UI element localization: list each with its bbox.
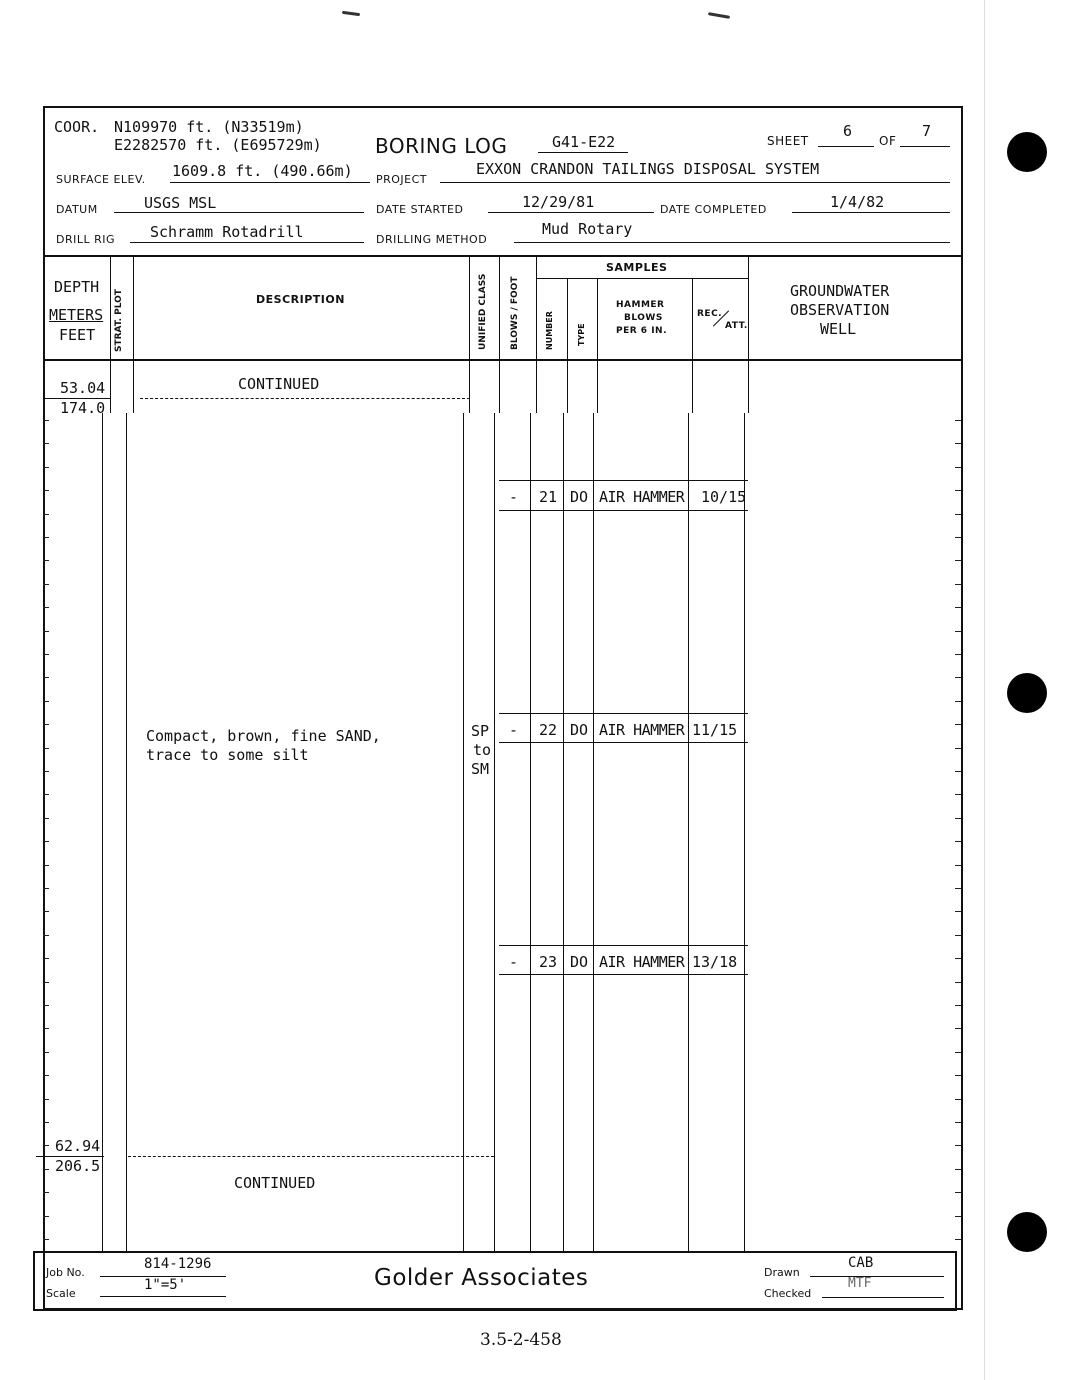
depth-tick [955, 1052, 961, 1053]
form-title: BORING LOG [375, 134, 508, 158]
depth-tick [955, 888, 961, 889]
col-description: DESCRIPTION [256, 293, 345, 306]
depth-tick [43, 537, 49, 538]
depth-tick [43, 1192, 49, 1193]
depth-tick [43, 1005, 49, 1006]
sample-hammer: AIR HAMMER [599, 953, 685, 971]
depth-tick [955, 841, 961, 842]
depth-tick [43, 654, 49, 655]
sample-blows: - [509, 721, 519, 739]
depth-tick [43, 1145, 49, 1146]
depth-tick [43, 560, 49, 561]
bottom-depth-meters: 62.94 [55, 1137, 101, 1155]
depth-tick [955, 654, 961, 655]
description-line-1: Compact, brown, fine SAND, [146, 727, 381, 745]
staple-mark [708, 12, 730, 19]
depth-tick [43, 631, 49, 632]
job-label: Job No. [46, 1266, 85, 1279]
depth-tick [955, 724, 961, 725]
depth-tick [955, 584, 961, 585]
col-feet: FEET [59, 326, 96, 344]
sample-number: 22 [539, 721, 558, 739]
depth-tick [43, 1239, 49, 1240]
scale-label: Scale [46, 1287, 76, 1300]
depth-tick [43, 490, 49, 491]
depth-tick [955, 631, 961, 632]
col-hammer-blows: BLOWS [624, 313, 663, 323]
depth-tick [955, 514, 961, 515]
depth-tick [43, 982, 49, 983]
datum-label: DATUM [56, 203, 98, 216]
depth-tick [955, 467, 961, 468]
depth-tick [43, 1028, 49, 1029]
depth-tick [955, 911, 961, 912]
of-label: OF [879, 134, 897, 148]
drilling-method-label: DRILLING METHOD [376, 233, 488, 246]
sample-rec: 11/15 [692, 721, 738, 739]
depth-tick [955, 1005, 961, 1006]
date-completed-label: DATE COMPLETED [660, 203, 767, 216]
depth-tick [43, 467, 49, 468]
project-name: EXXON CRANDON TAILINGS DISPOSAL SYSTEM [476, 160, 820, 178]
depth-tick [955, 420, 961, 421]
depth-tick [43, 958, 49, 959]
sample-hammer: AIR HAMMER [599, 488, 685, 506]
punch-hole [1007, 1212, 1047, 1252]
surface-elev-label: SURFACE ELEV. [56, 173, 146, 186]
drawn-by: CAB [848, 1255, 874, 1271]
sample-rec: 13/18 [692, 953, 738, 971]
depth-tick [955, 1122, 961, 1123]
sample-type: DO [570, 488, 589, 506]
sheet-label: SHEET [767, 134, 809, 148]
col-samples: SAMPLES [606, 261, 668, 274]
bottom-depth-feet: 206.5 [55, 1157, 101, 1175]
date-completed: 1/4/82 [830, 193, 885, 211]
depth-tick [955, 1216, 961, 1217]
depth-tick [43, 607, 49, 608]
col-gw-1: GROUNDWATER [790, 282, 890, 300]
depth-tick [955, 1099, 961, 1100]
sample-type: DO [570, 953, 589, 971]
col-meters: METERS [49, 306, 104, 324]
depth-tick [955, 982, 961, 983]
log-id: G41-E22 [552, 133, 616, 151]
depth-tick [43, 701, 49, 702]
sample-hammer: AIR HAMMER [599, 721, 685, 739]
drilling-method: Mud Rotary [542, 220, 633, 238]
depth-tick [955, 560, 961, 561]
col-rec: REC. [697, 309, 723, 319]
depth-tick [955, 958, 961, 959]
col-gw-3: WELL [820, 320, 857, 338]
depth-tick [43, 911, 49, 912]
sample-number: 21 [539, 488, 558, 506]
unified-class-1: SP [471, 722, 490, 740]
depth-tick [955, 490, 961, 491]
datum: USGS MSL [144, 194, 217, 212]
depth-tick [43, 1216, 49, 1217]
depth-tick [955, 1239, 961, 1240]
depth-tick [955, 537, 961, 538]
unified-class-2: to [473, 741, 492, 759]
sheet-number: 6 [843, 122, 853, 140]
depth-tick [43, 1122, 49, 1123]
col-number: NUMBER [545, 311, 554, 350]
col-depth: DEPTH [54, 278, 100, 296]
page-edge [984, 0, 985, 1380]
sample-blows: - [509, 488, 519, 506]
job-number: 814-1296 [144, 1256, 212, 1272]
depth-tick [955, 865, 961, 866]
depth-tick [43, 841, 49, 842]
depth-tick [955, 1028, 961, 1029]
depth-tick [43, 1052, 49, 1053]
depth-tick [955, 794, 961, 795]
depth-tick [955, 1192, 961, 1193]
sample-number: 23 [539, 953, 558, 971]
col-gw-2: OBSERVATION [790, 301, 890, 319]
drill-rig-label: DRILL RIG [56, 233, 116, 246]
depth-tick [43, 771, 49, 772]
depth-tick [43, 888, 49, 889]
sample-rec: 10/15 [701, 488, 747, 506]
page-number: 3.5-2-458 [480, 1330, 562, 1350]
depth-tick [955, 1169, 961, 1170]
depth-tick [43, 443, 49, 444]
col-att: ATT. [725, 321, 748, 331]
col-strat-plot: STRAT. PLOT [114, 289, 124, 352]
top-depth-feet: 174.0 [60, 399, 106, 417]
depth-tick [43, 724, 49, 725]
sample-blows: - [509, 953, 519, 971]
depth-tick [955, 443, 961, 444]
punch-hole [1007, 673, 1047, 713]
depth-tick [43, 420, 49, 421]
depth-tick [955, 818, 961, 819]
depth-tick [43, 677, 49, 678]
depth-tick [43, 935, 49, 936]
col-hammer: HAMMER [616, 300, 665, 310]
date-started-label: DATE STARTED [376, 203, 464, 216]
surface-elev: 1609.8 ft. (490.66m) [172, 162, 353, 180]
depth-tick [43, 748, 49, 749]
depth-tick [955, 935, 961, 936]
depth-tick [955, 677, 961, 678]
description-line-2: trace to some silt [146, 746, 309, 764]
depth-tick [955, 701, 961, 702]
col-hammer-per6: PER 6 IN. [616, 326, 668, 336]
sheet-total: 7 [922, 122, 932, 140]
col-type: TYPE [577, 323, 586, 346]
punch-hole [1007, 132, 1047, 172]
depth-tick [43, 1075, 49, 1076]
bottom-continued: CONTINUED [234, 1174, 316, 1192]
depth-tick [43, 794, 49, 795]
depth-tick [43, 818, 49, 819]
company-name: Golder Associates [374, 1265, 589, 1291]
col-blows-foot: BLOWS / FOOT [510, 276, 520, 350]
unified-class-3: SM [471, 760, 490, 778]
staple-mark [342, 11, 360, 16]
depth-tick [955, 1075, 961, 1076]
depth-tick [955, 1145, 961, 1146]
depth-tick [43, 1169, 49, 1170]
drill-rig: Schramm Rotadrill [150, 223, 304, 241]
sample-type: DO [570, 721, 589, 739]
top-continued: CONTINUED [238, 375, 320, 393]
depth-tick [43, 865, 49, 866]
drawn-label: Drawn [764, 1266, 800, 1279]
coor-north: N109970 ft. (N33519m) [114, 118, 304, 136]
top-depth-meters: 53.04 [60, 379, 106, 397]
project-label: PROJECT [376, 173, 428, 186]
depth-tick [955, 771, 961, 772]
depth-tick [43, 1099, 49, 1100]
coor-east: E2282570 ft. (E695729m) [114, 136, 322, 154]
scale: 1"=5' [144, 1277, 187, 1293]
depth-tick [43, 514, 49, 515]
checked-by: MTF [848, 1276, 872, 1291]
depth-tick [955, 748, 961, 749]
date-started: 12/29/81 [522, 193, 595, 211]
checked-label: Checked [764, 1287, 812, 1300]
coor-label: COOR. [54, 118, 100, 136]
col-unified-class: UNIFIED CLASS [478, 273, 488, 350]
depth-tick [955, 607, 961, 608]
depth-tick [43, 584, 49, 585]
